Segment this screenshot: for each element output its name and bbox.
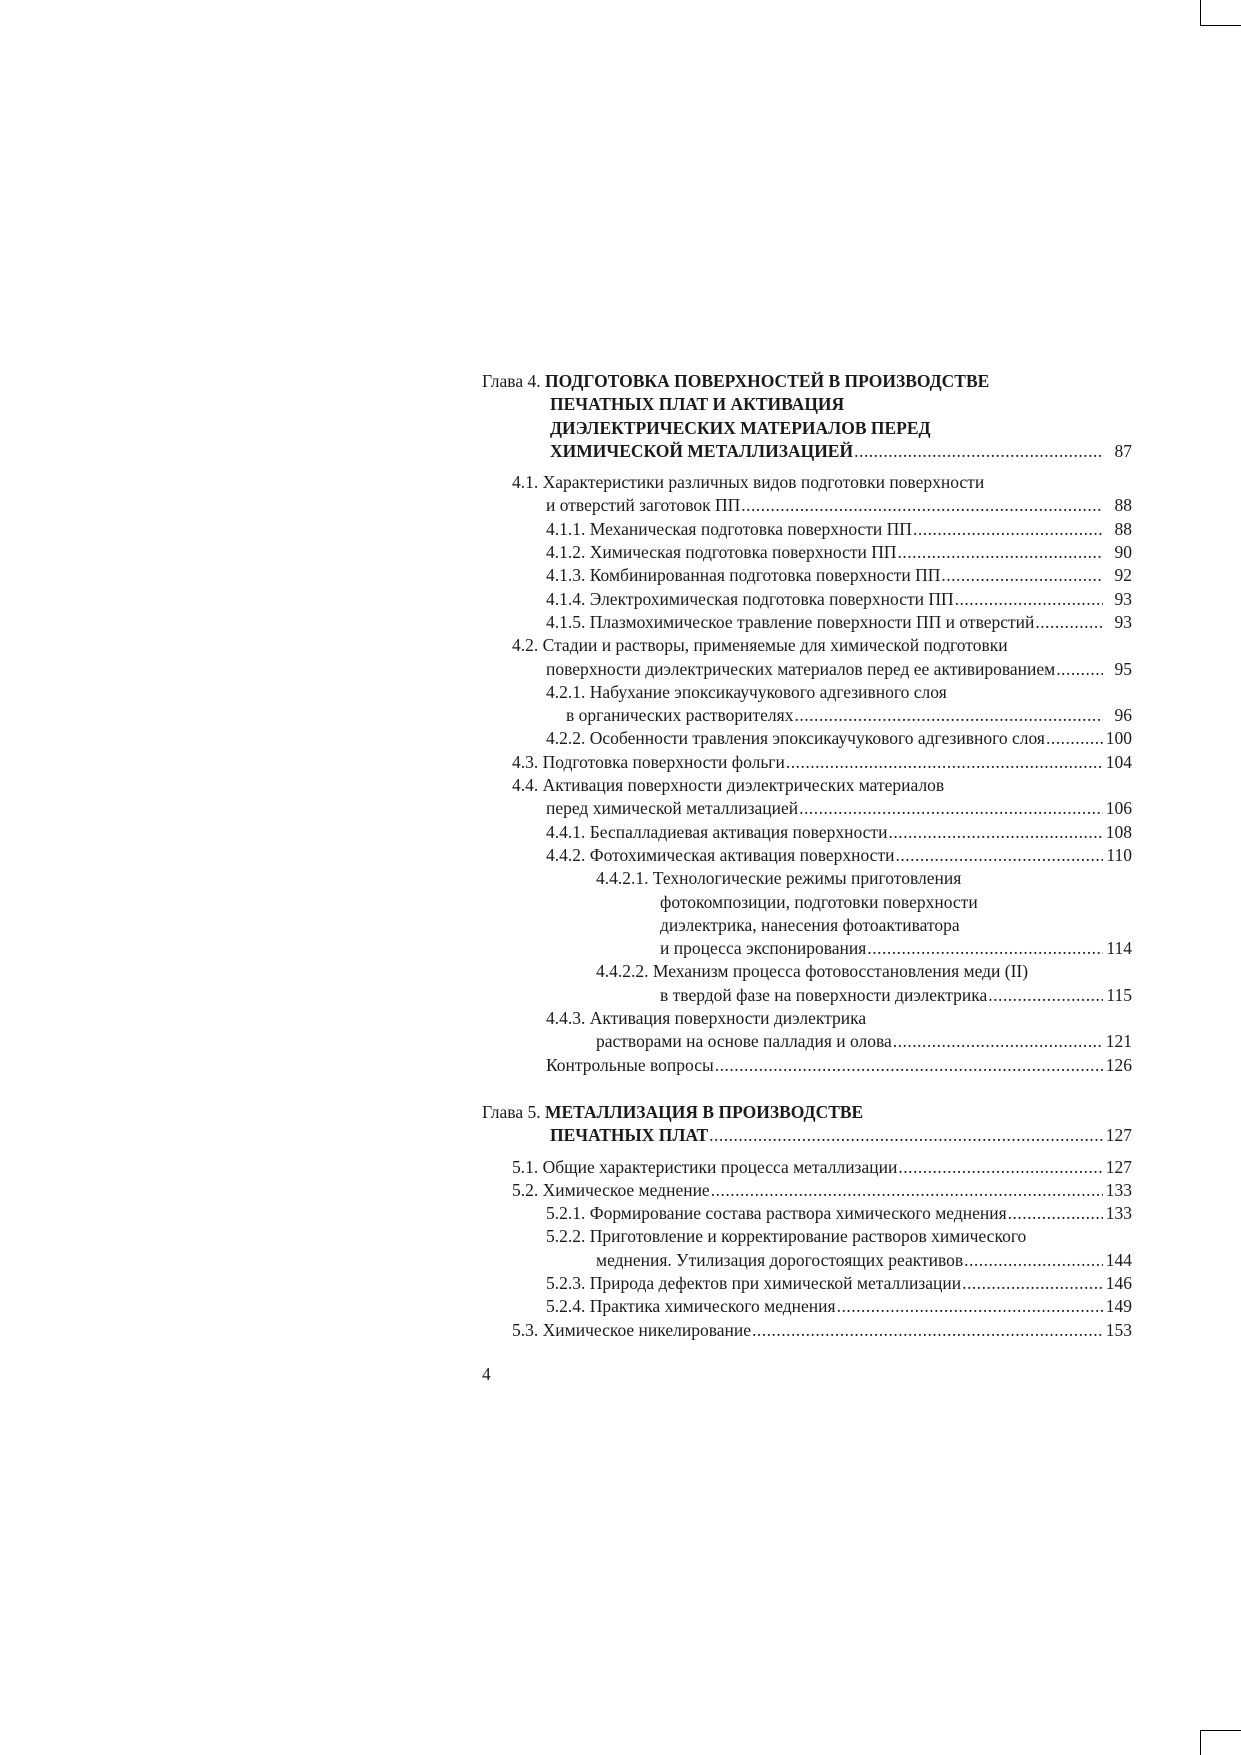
toc-entry-label: 5.2.3. Природа дефектов при химической металлизации <box>546 1272 962 1293</box>
toc-entry-line <box>482 774 1132 797</box>
toc-entry-label: 4.4.2. Фотохимическая активация поверхности <box>546 844 895 865</box>
toc-page-number: 133 <box>1105 1203 1132 1224</box>
toc-leader-dots <box>711 1179 1103 1202</box>
toc-entry <box>482 1272 1132 1295</box>
toc-entry-title <box>546 681 947 704</box>
toc-entry-label: Глава 5. <box>482 1101 545 1122</box>
toc-entry <box>482 494 1132 517</box>
toc-entry-title <box>546 1295 836 1318</box>
toc-entry-label: 5.3. Химическое никелирование <box>512 1319 752 1340</box>
toc-page-number: 106 <box>1105 798 1132 819</box>
toc-entry-label: и отверстий заготовок ПП <box>546 495 741 516</box>
toc-entry-title <box>596 960 1028 983</box>
toc-entry-title <box>566 704 793 727</box>
toc-leader-dots <box>964 1249 1103 1272</box>
toc-leader-dots <box>898 541 1103 564</box>
toc-entry-line <box>482 867 1132 890</box>
toc-entry-title <box>596 867 961 890</box>
toc-entry-line <box>482 417 1132 440</box>
toc-entry-title <box>546 1054 714 1077</box>
toc-entry-line <box>482 370 1132 393</box>
crop-mark-bottom-vertical <box>1200 1730 1201 1755</box>
toc-entry <box>482 821 1132 844</box>
toc-entry-title <box>660 984 987 1007</box>
toc-entry-label: 4.4.2.2. Механизм процесса фотовосстановления меди (II) <box>596 961 1029 982</box>
toc-entry-line <box>482 960 1132 983</box>
toc-entry-line <box>482 393 1132 416</box>
toc-page-number: 126 <box>1105 1054 1132 1075</box>
toc-leader-dots <box>715 1054 1103 1077</box>
toc-entry <box>482 1295 1132 1318</box>
toc-entry-line <box>482 681 1132 704</box>
toc-entry-line <box>482 1007 1132 1030</box>
toc-leader-dots <box>837 1295 1103 1318</box>
toc-page-number: 90 <box>1114 542 1132 563</box>
toc-entry-label: 5.1. Общие характеристики процесса металлизации <box>512 1156 898 1177</box>
toc-entry-title <box>546 518 912 541</box>
toc-entry <box>482 727 1132 750</box>
toc-entry-label: 5.2.2. Приготовление и корректирование растворов химического <box>546 1226 1027 1247</box>
toc-leader-dots <box>962 1272 1103 1295</box>
toc-entry-line <box>482 634 1132 657</box>
toc-entry-label: 5.2.4. Практика химического меднения <box>546 1296 836 1317</box>
toc-page-number: 127 <box>1105 1156 1132 1177</box>
crop-mark-top-horizontal <box>1200 25 1241 26</box>
toc-page-number: 153 <box>1105 1319 1132 1340</box>
toc-entry-line <box>482 914 1132 937</box>
toc-entry-title <box>546 1225 1026 1248</box>
toc-page-number: 87 <box>1114 440 1132 461</box>
toc-entry-label: перед химической металлизацией <box>546 798 799 819</box>
toc-entry-title <box>550 440 853 463</box>
toc-page-number: 133 <box>1105 1179 1132 1200</box>
toc-page-number: 104 <box>1105 751 1132 772</box>
toc-entry-label: Контрольные вопросы <box>546 1054 714 1075</box>
toc-page-number: 95 <box>1114 658 1132 679</box>
toc-entry-label: 4.2.2. Особенности травления эпоксикаучукового адгезивного слоя <box>546 728 1045 749</box>
toc-entry-label: 4.1.3. Комбинированная подготовка поверхности ПП <box>546 565 941 586</box>
toc-entry <box>482 611 1132 634</box>
toc-entry-title <box>512 751 785 774</box>
toc-page-number: 127 <box>1105 1125 1132 1146</box>
toc-entry-line <box>482 1225 1132 1248</box>
toc-leader-dots <box>854 440 1103 463</box>
toc-entry-title <box>660 914 960 937</box>
toc-entry-label: 4.1.1. Механическая подготовка поверхности ПП <box>546 518 912 539</box>
toc-entry-title <box>596 1030 892 1053</box>
toc-entry-title <box>482 1101 863 1124</box>
toc-entry-title <box>546 588 954 611</box>
toc-entry-title <box>546 797 798 820</box>
toc-leader-dots <box>867 937 1103 960</box>
toc-entry-label: 4.2. Стадии и растворы, применяемые для химической подготовки <box>512 635 1008 656</box>
toc-chapter-title: ПЕЧАТНЫХ ПЛАТ <box>550 1125 709 1146</box>
toc-page-number: 93 <box>1114 588 1132 609</box>
toc-entry-label: 4.4. Активация поверхности диэлектрических материалов <box>512 775 945 796</box>
toc-entry-label: 5.2.1. Формирование состава раствора химического меднения <box>546 1203 1007 1224</box>
toc-entry-title <box>546 564 940 587</box>
page-number: 4 <box>482 1364 491 1384</box>
table-of-contents <box>482 370 1132 1342</box>
toc-entry <box>482 937 1132 960</box>
toc-entry-label: 4.3. Подготовка поверхности фольги <box>512 751 785 772</box>
toc-entry-title <box>550 417 931 440</box>
toc-leader-dots <box>794 704 1103 727</box>
toc-page-number: 110 <box>1106 844 1132 865</box>
toc-entry <box>482 797 1132 820</box>
toc-page-number: 114 <box>1106 938 1132 959</box>
toc-entry <box>482 984 1132 1007</box>
toc-page-number: 108 <box>1105 821 1132 842</box>
toc-entry <box>482 1054 1132 1077</box>
toc-entry-title <box>512 774 944 797</box>
toc-leader-dots <box>1008 1202 1103 1225</box>
toc-entry-title <box>546 611 1034 634</box>
toc-entry-title <box>512 1319 751 1342</box>
toc-entry <box>482 518 1132 541</box>
toc-entry-label: в твердой фазе на поверхности диэлектрика <box>660 984 988 1005</box>
toc-entry-label: 4.4.3. Активация поверхности диэлектрика <box>546 1008 867 1029</box>
toc-entry-label: 4.1.4. Электрохимическая подготовка поверхности ПП <box>546 588 954 609</box>
toc-chapter-title: ПОДГОТОВКА ПОВЕРХНОСТЕЙ В ПРОИЗВОДСТВЕ <box>544 371 990 391</box>
toc-entry <box>482 1319 1132 1342</box>
toc-leader-dots <box>752 1319 1103 1342</box>
toc-entry-title <box>660 891 978 914</box>
toc-entry-label: и процесса экспонирования <box>660 938 867 959</box>
toc-page-number: 92 <box>1114 565 1132 586</box>
toc-entry <box>482 751 1132 774</box>
toc-leader-dots <box>786 751 1103 774</box>
toc-entry-title <box>546 541 897 564</box>
toc-entry-title <box>546 658 1055 681</box>
toc-entry-title <box>550 1124 708 1147</box>
toc-entry-title <box>546 844 894 867</box>
toc-page-number: 88 <box>1114 495 1132 516</box>
toc-entry-title <box>546 1007 866 1030</box>
toc-entry <box>482 1179 1132 1202</box>
toc-entry <box>482 588 1132 611</box>
toc-page-number: 144 <box>1105 1249 1132 1270</box>
toc-entry-title <box>546 727 1045 750</box>
toc-entry-label: 4.1. Характеристики различных видов подготовки поверхности <box>512 472 985 493</box>
toc-entry <box>482 1030 1132 1053</box>
toc-entry-title <box>546 494 740 517</box>
toc-page-number: 93 <box>1114 611 1132 632</box>
toc-page-number: 115 <box>1106 984 1132 1005</box>
toc-leader-dots <box>895 844 1103 867</box>
toc-entry-line <box>482 471 1132 494</box>
toc-entry <box>482 658 1132 681</box>
toc-entry-label: диэлектрика, нанесения фотоактиватора <box>660 914 960 935</box>
toc-entry-label: меднения. Утилизация дорогостоящих реактивов <box>596 1249 964 1270</box>
toc-leader-dots <box>799 797 1103 820</box>
toc-page-number: 88 <box>1114 518 1132 539</box>
toc-page-number: 149 <box>1105 1296 1132 1317</box>
toc-entry-label: поверхности диэлектрических материалов перед ее активированием <box>546 658 1056 679</box>
toc-entry-title <box>550 393 844 416</box>
toc-entry-title <box>660 937 866 960</box>
toc-entry-label: 4.1.5. Плазмохимическое травление поверхности ПП и отверстий <box>546 611 1035 632</box>
toc-page-number: 146 <box>1105 1272 1132 1293</box>
toc-entry-label: Глава 4. <box>482 371 545 391</box>
toc-leader-dots <box>741 494 1103 517</box>
toc-entry <box>482 1202 1132 1225</box>
toc-entry-title <box>512 634 1008 657</box>
toc-entry <box>482 541 1132 564</box>
toc-entry <box>482 1156 1132 1179</box>
toc-entry-line <box>482 1101 1132 1124</box>
toc-leader-dots <box>1046 727 1103 750</box>
toc-leader-dots <box>955 588 1103 611</box>
toc-entry-title <box>482 370 989 393</box>
toc-entry-label: 4.2.1. Набухание эпоксикаучукового адгезивного слоя <box>546 681 947 702</box>
toc-entry-title <box>512 1156 897 1179</box>
toc-page-number: 100 <box>1105 728 1132 749</box>
toc-entry-title <box>546 1202 1007 1225</box>
toc-entry-title <box>512 471 984 494</box>
toc-chapter-title: ПЕЧАТНЫХ ПЛАТ И АКТИВАЦИЯ <box>550 394 845 415</box>
toc-entry-label: 4.4.2.1. Технологические режимы приготовления <box>596 868 962 889</box>
toc-entry-title <box>596 1249 963 1272</box>
toc-entry-label: в органических растворителях <box>566 705 794 726</box>
crop-mark-bottom-horizontal <box>1200 1730 1241 1731</box>
toc-entry-title <box>546 1272 961 1295</box>
toc-entry <box>482 440 1132 463</box>
toc-entry-line <box>482 891 1132 914</box>
toc-leader-dots <box>941 564 1103 587</box>
toc-leader-dots <box>1035 611 1103 634</box>
toc-entry <box>482 844 1132 867</box>
toc-entry <box>482 1249 1132 1272</box>
toc-entry <box>482 704 1132 727</box>
toc-entry-title <box>546 821 887 844</box>
toc-page-number: 121 <box>1105 1031 1132 1052</box>
toc-entry-label: 4.4.1. Беспалладиевая активация поверхности <box>546 821 888 842</box>
toc-chapter-title: ХИМИЧЕСКОЙ МЕТАЛЛИЗАЦИЕЙ <box>550 440 854 461</box>
toc-entry-label: растворами на основе палладия и олова <box>596 1031 892 1052</box>
toc-leader-dots <box>1056 658 1103 681</box>
toc-entry-label: 4.1.2. Химическая подготовка поверхности ПП <box>546 542 897 563</box>
toc-entry <box>482 1124 1132 1147</box>
toc-entry-label: 5.2. Химическое меднение <box>512 1179 710 1200</box>
crop-mark-top-vertical <box>1200 0 1201 26</box>
toc-leader-dots <box>913 518 1103 541</box>
toc-chapter-title: ДИЭЛЕКТРИЧЕСКИХ МАТЕРИАЛОВ ПЕРЕД <box>550 417 931 438</box>
toc-leader-dots <box>888 821 1103 844</box>
toc-leader-dots <box>709 1124 1103 1147</box>
toc-leader-dots <box>988 984 1103 1007</box>
toc-page-number: 96 <box>1114 705 1132 726</box>
toc-entry <box>482 564 1132 587</box>
toc-leader-dots <box>893 1030 1103 1053</box>
toc-leader-dots <box>898 1156 1103 1179</box>
toc-entry-title <box>512 1179 710 1202</box>
toc-entry-label: фотокомпозиции, подготовки поверхности <box>660 891 978 912</box>
toc-chapter-title: МЕТАЛЛИЗАЦИЯ В ПРОИЗВОДСТВЕ <box>544 1101 864 1122</box>
